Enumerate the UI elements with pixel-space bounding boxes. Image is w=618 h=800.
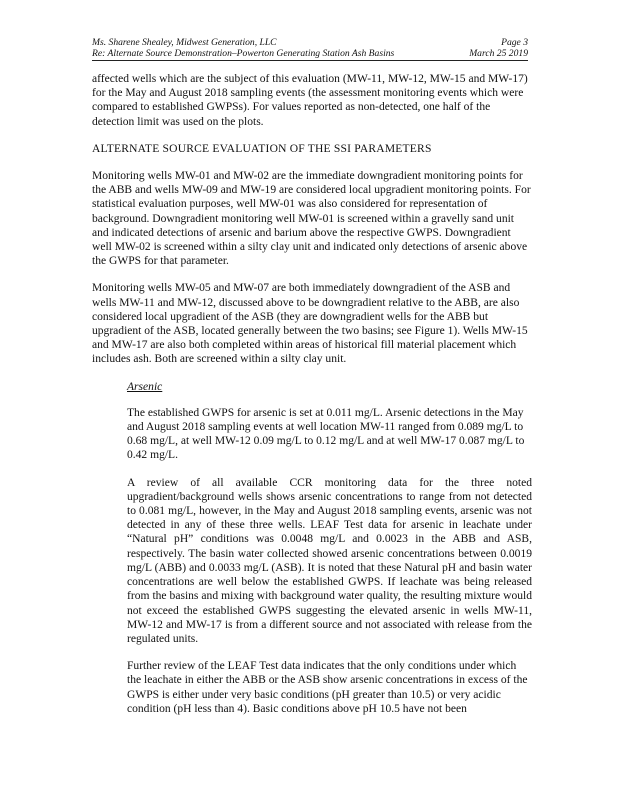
intro-paragraph: affected wells which are the subject of this evaluation (MW-11, MW-12, MW-15 and MW-17) for the May and August 2018 sampling events (the assessment monitoring events which were compared to established GWPSs). For values reported as non-detected, one half of the detection limit was used on the plots. <box>92 73 531 128</box>
document-body <box>92 72 535 729</box>
header-page-number: Page 3 <box>501 37 528 48</box>
header-subject: Re: Alternate Source Demonstration–Powerton Generating Station Ash Basins <box>92 48 395 59</box>
arsenic-leaf-paragraph: Further review of the LEAF Test data indicates that the only conditions under which the leachate in either the ABB or the ASB show arsenic concentrations in excess of the GWPS is either under very basic conditions (pH greater than 10.5) or very acidic condition (pH less than 4). Basic conditions above pH 10.5 have not been <box>127 660 531 715</box>
arsenic-gwps-paragraph: The established GWPS for arsenic is set at 0.011 mg/L. Arsenic detections in the May and August 2018 sampling events at well location MW-11 ranged from 0.089 mg/L to 0.68 mg/L, at well MW-12 0.09 mg/L to 0.12 mg/L and at well MW-17 0.087 mg/L to 0.42 mg/L. <box>127 406 528 462</box>
paragraph-asb-wells: Monitoring wells MW-05 and MW-07 are both immediately downgradient of the ASB and wells MW-11 and MW-12, discussed above to be downgradient relative to the ABB, are also considered local upgradient of the ASB (they are downgradient wells for the ABB but upgradient of the ASB, located generally between the two basins; see Figure 1). Wells MW-15 and MW-17 are also both completed within areas of historical fill material placement which includes ash. Both are screened within a silty clay unit. <box>92 282 531 366</box>
arsenic-review-paragraph: A review of all available CCR monitoring data for the three noted upgradient/background wells shows arsenic concentrations to range from not detected to 0.081 mg/L, however, in the May and August 2018 sampling events, arsenic was not detected in any of these three wells. LEAF Test data for arsenic in leachate under “Natural pH” conditions was 0.0048 mg/L and 0.0023 in the ABB and ASB, respectively. The basin water collected showed arsenic concentrations between 0.0019 mg/L (ABB) and 0.0033 mg/L (ASB). It is noted that these Natural pH and basin water concentrations are well below the established GWPS. If leachate was being released from the basins and mixing with background water quality, the resulting mixture would not exceed the established GWPS suggesting the elevated arsenic in wells MW-11, MW-12 and MW-17 is from a different source and not associated with release from the regulated units. <box>127 476 535 645</box>
page-header <box>92 37 528 59</box>
paragraph-abb-wells: Monitoring wells MW-01 and MW-02 are the immediate downgradient monitoring points for the ABB and wells MW-09 and MW-19 are considered local upgradient monitoring points. For statistical evaluation purposes, well MW-01 was also considered for representation of background. Downgradient monitoring well MW-01 is screened within a gravelly sand unit and indicated detections of arsenic and barium above the respective GWPS. Downgradient well MW-02 is screened within a silty clay unit and indicated only detections of arsenic above the GWPS for that parameter. <box>92 170 534 268</box>
header-rule <box>92 60 528 61</box>
header-date: March 25 2019 <box>469 48 528 59</box>
header-recipient: Ms. Sharene Shealey, Midwest Generation, LLC <box>92 37 277 48</box>
section-heading: ALTERNATE SOURCE EVALUATION OF THE SSI PARAMETERS <box>92 142 432 155</box>
arsenic-subheading: Arsenic <box>127 380 163 393</box>
